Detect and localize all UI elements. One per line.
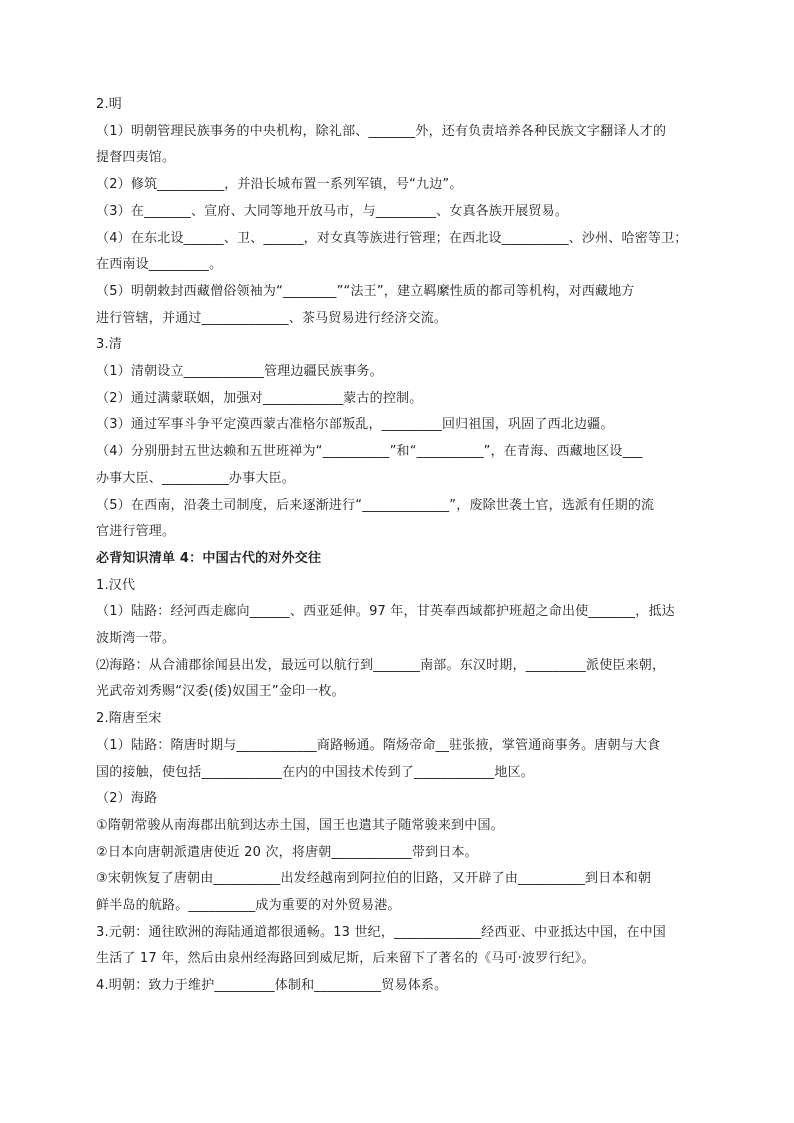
text-line: 提督四夷馆。: [96, 150, 176, 166]
text-line: （3）在_______、宣府、大同等地开放马市，与_________、女真各族开展贸易。: [96, 203, 569, 219]
text-line: 2.明: [96, 97, 123, 112]
text-line: （1）清朝设立____________管理边疆民族事务。: [96, 364, 383, 379]
text-line: 鲜半岛的航路。__________成为重要的对外贸易港。: [96, 898, 401, 913]
text-line: （2）海路: [96, 791, 158, 807]
text-line: 波斯湾一带。: [96, 631, 176, 646]
text-line: ③宋朝恢复了唐朝由__________出发经越南到阿拉伯的旧路，又开辟了由__________到日本和朝: [96, 871, 652, 887]
text-line: 国的接触，使包括____________在内的中国技术传到了____________地区。: [96, 764, 535, 780]
text-line: 4.明朝：致力于维护_________体制和__________贸易体系。: [96, 978, 448, 994]
text-line: 官进行管理。: [96, 524, 176, 540]
text-line: 3.清: [96, 337, 123, 353]
text-line: （5）在西南，沿袭土司制度，后来逐渐进行“_____________”，废除世袭土官，选派有任期的流: [96, 497, 655, 513]
text-line: （1）陆路：经河西走廊向______、西亚延伸。97 年，甘英奉西域都护班超之命出使_______，抵达: [96, 604, 675, 620]
text-line: 在西南设_________。: [96, 257, 223, 273]
text-line: ①隋朝常骏从南海郡出航到达赤土国，国王也遣其子随常骏来到中国。: [96, 817, 504, 833]
text-line: ②日本向唐朝派遣唐使近 20 次，将唐朝____________带到日本。: [96, 844, 478, 860]
text-line: 进行管辖，并通过_____________、茶马贸易进行经济交流。: [96, 310, 448, 326]
text-line: （2）通过满蒙联姻，加强对____________蒙古的控制。: [96, 390, 423, 406]
text-line: （4）分别册封五世达赖和五世班禅为“__________”和“__________”，在青海、西藏地区设___: [96, 444, 643, 460]
text-line: （4）在东北设______、卫、______，对女真等族进行管理；在西北设__________、沙州、哈密等卫；: [96, 230, 688, 246]
text-line: 光武帝刘秀赐“汉委(倭)奴国王”金印一枚。: [96, 684, 345, 700]
text-line: 3.元朝：通往欧洲的海陆通道都很通畅。13 世纪，_____________经西亚、中亚抵达中国，在中国: [96, 924, 666, 940]
section-heading: 必背知识清单 4：中国古代的对外交往: [96, 550, 322, 566]
text-line: （2）修筑__________，并沿长城布置一系列军镇，号“九边”。: [96, 177, 463, 193]
text-line: 1.汉代: [96, 577, 136, 593]
text-line: （1）明朝管理民族事务的中央机构，除礼部、_______外，还有负责培养各种民族文字翻译人才的: [96, 123, 667, 139]
text-line: （3）通过军事斗争平定漠西蒙古准格尔部叛乱，_________回归祖国，巩固了西北边疆。: [96, 417, 614, 433]
text-line: ⑵海路：从合浦郡徐闻县出发，最远可以航行到_______南部。东汉时期，_________派使臣来朝，: [96, 657, 666, 673]
text-line: （1）陆路：隋唐时期与____________商路畅通。隋炀帝命__驻张掖，掌管通商事务。唐朝与大食: [96, 737, 661, 753]
text-line: （5）明朝敕封西藏僧俗领袖为“________”“法王”，建立羁縻性质的都司等机构，对西藏地方: [96, 283, 635, 299]
text-line: 2.隋唐至宋: [96, 711, 162, 727]
text-line: 办事大臣、__________办事大臣。: [96, 470, 296, 486]
text-line: 生活了 17 年，然后由泉州经海路回到威尼斯，后来留下了著名的《马可·波罗行纪》。: [96, 951, 595, 967]
